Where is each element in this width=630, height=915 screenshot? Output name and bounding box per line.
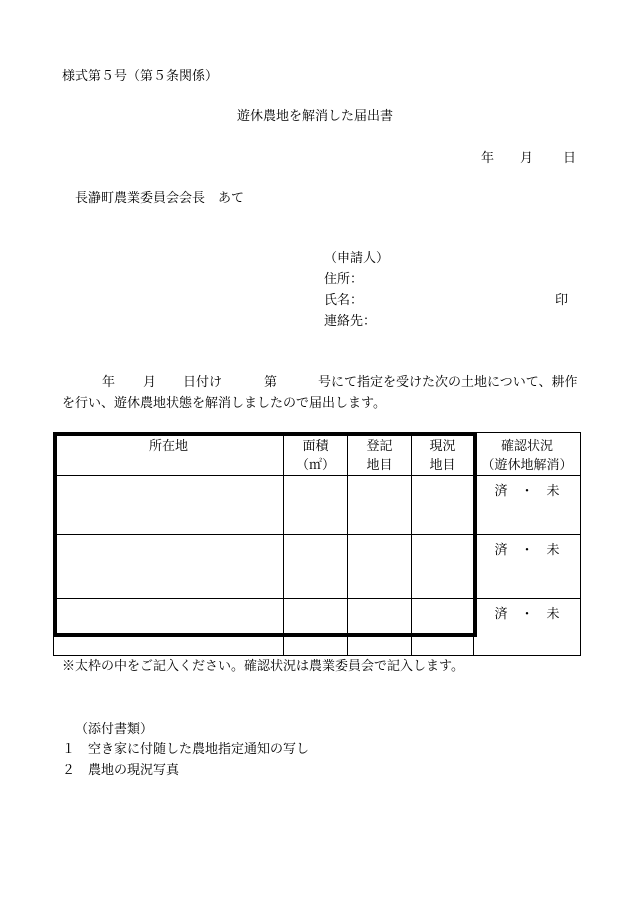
location-cell[interactable] bbox=[54, 599, 284, 656]
location-cell[interactable] bbox=[54, 535, 284, 599]
attachment-item: ２ 農地の現況写真 bbox=[62, 763, 180, 778]
addressee: 長瀞町農業委員会会長 あて bbox=[75, 191, 245, 206]
name-label: 氏名： bbox=[324, 293, 364, 308]
registry-category-cell[interactable] bbox=[348, 535, 412, 599]
current-category-cell[interactable] bbox=[412, 535, 474, 599]
body-day-suffix: 日付け bbox=[183, 375, 223, 390]
table-row bbox=[54, 599, 581, 656]
body-year: 年 bbox=[102, 375, 116, 390]
applicant-heading: （申請人） bbox=[324, 251, 390, 266]
header-current-category: 現況 地目 bbox=[412, 433, 474, 476]
table-row bbox=[54, 535, 581, 599]
body-dai: 第 bbox=[264, 375, 278, 390]
status-cell: 済 ・ 未 bbox=[474, 535, 581, 599]
address-label: 住所： bbox=[324, 272, 364, 287]
attachments-heading: （添付書類） bbox=[75, 722, 154, 737]
instruction-note: ※太枠の中をご記入ください。確認状況は農業委員会で記入します。 bbox=[62, 659, 464, 674]
header-area: 面積 （㎡） bbox=[284, 433, 348, 476]
current-category-cell[interactable] bbox=[412, 599, 474, 656]
date-month: 月 bbox=[520, 151, 534, 166]
status-cell: 済 ・ 未 bbox=[474, 476, 581, 535]
body-month: 月 bbox=[143, 375, 157, 390]
table-header-row bbox=[54, 433, 581, 476]
contact-label: 連絡先： bbox=[324, 314, 377, 329]
form-number: 様式第５号（第５条関係） bbox=[62, 69, 219, 84]
table-row bbox=[54, 476, 581, 535]
current-category-cell[interactable] bbox=[412, 476, 474, 535]
header-location: 所在地 bbox=[54, 433, 284, 476]
status-cell: 済 ・ 未 bbox=[474, 599, 581, 656]
registry-category-cell[interactable] bbox=[348, 476, 412, 535]
area-cell[interactable] bbox=[284, 599, 348, 656]
area-cell[interactable] bbox=[284, 476, 348, 535]
header-status: 確認状況 （遊休地解消） bbox=[474, 433, 581, 476]
document-title: 遊休農地を解消した届出書 bbox=[236, 109, 393, 124]
body-line-2: を行い、遊休農地状態を解消しましたので届出します。 bbox=[62, 396, 386, 411]
land-table bbox=[53, 432, 581, 656]
seal-mark: 印 bbox=[555, 293, 569, 308]
date-year: 年 bbox=[481, 151, 495, 166]
registry-category-cell[interactable] bbox=[348, 599, 412, 656]
attachment-item: １ 空き家に付随した農地指定通知の写し bbox=[62, 742, 310, 757]
location-cell[interactable] bbox=[54, 476, 284, 535]
header-registry-category: 登記 地目 bbox=[348, 433, 412, 476]
body-go-text: 号にて指定を受けた次の土地について、耕作 bbox=[318, 375, 578, 390]
date-day: 日 bbox=[563, 151, 577, 166]
area-cell[interactable] bbox=[284, 535, 348, 599]
